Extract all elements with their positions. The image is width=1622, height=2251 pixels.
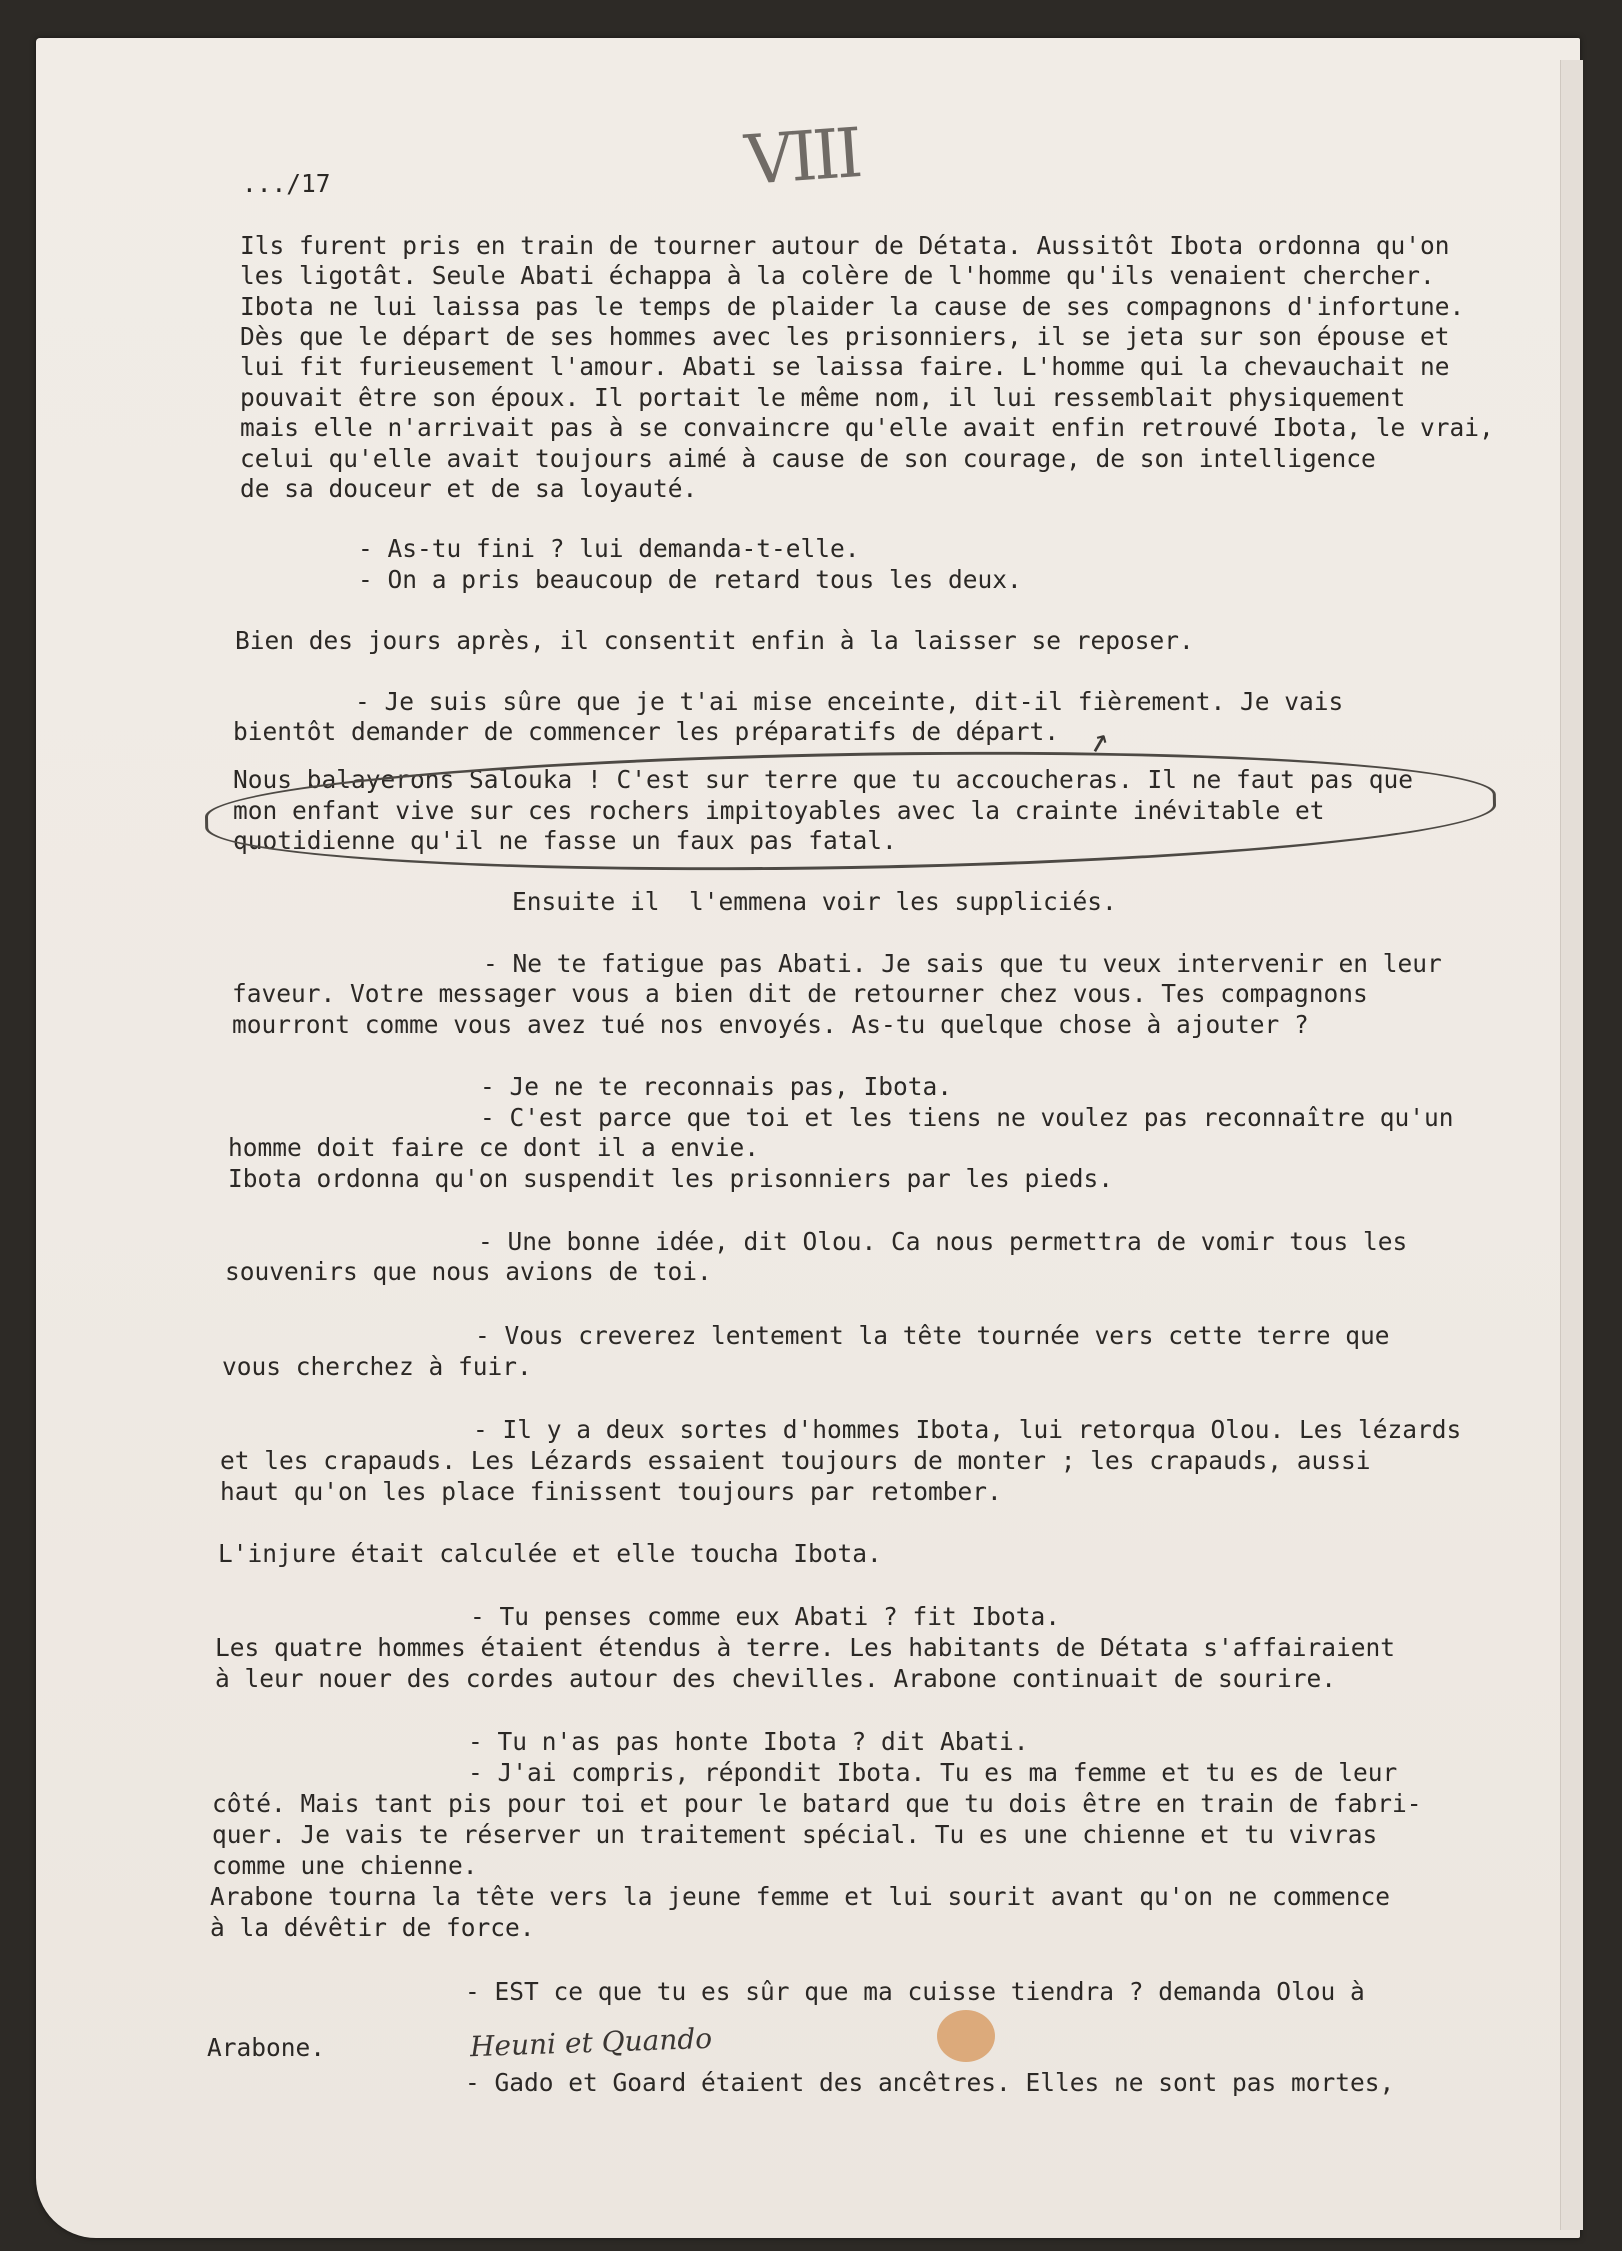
text-line: faveur. Votre messager vous a bien dit de retourner chez vous. Tes compagnons [232, 979, 1368, 1008]
text-line: - Je suis sûre que je t'ai mise enceinte, dit-il fièrement. Je vais [355, 687, 1344, 716]
handwritten-chapter-mark: VIII [742, 114, 862, 201]
text-line: homme doit faire ce dont il a envie. [228, 1133, 760, 1162]
text-line: Ibota ordonna qu'on suspendit les prisonniers par les pieds. [228, 1164, 1114, 1193]
text-line: mon enfant vive sur ces rochers impitoyables avec la crainte inévitable et [233, 796, 1325, 825]
text-line: quer. Je vais te réserver un traitement spécial. Tu es une chienne et tu vivras [212, 1820, 1378, 1849]
text-line: - Tu n'as pas honte Ibota ? dit Abati. [468, 1727, 1029, 1756]
text-line: Ibota ne lui laissa pas le temps de plaider la cause de ses compagnons d'infortune. [240, 292, 1465, 321]
text-line: et les crapauds. Les Lézards essaient toujours de monter ; les crapauds, aussi [220, 1446, 1371, 1475]
text-line: pouvait être son époux. Il portait le même nom, il lui ressemblait physiquement [240, 383, 1406, 412]
text-line: - Une bonne idée, dit Olou. Ca nous permettra de vomir tous les [478, 1227, 1408, 1256]
text-line: Arabone tourna la tête vers la jeune femme et lui sourit avant qu'on ne commence [210, 1882, 1391, 1911]
text-line: Les quatre hommes étaient étendus à terre. Les habitants de Détata s'affairaient [215, 1633, 1396, 1662]
text-line: - J'ai compris, répondit Ibota. Tu es ma femme et tu es de leur [468, 1758, 1398, 1787]
text-line: - Il y a deux sortes d'hommes Ibota, lui retorqua Olou. Les lézards [473, 1415, 1462, 1444]
text-line: haut qu'on les place finissent toujours par retomber. [220, 1477, 1002, 1506]
text-line: - EST ce que tu es sûr que ma cuisse tiendra ? demanda Olou à [465, 1977, 1365, 2006]
text-line: - Tu penses comme eux Abati ? fit Ibota. [470, 1602, 1061, 1631]
text-line: Bien des jours après, il consentit enfin à la laisser se reposer. [235, 626, 1194, 655]
text-line: Ils furent pris en train de tourner autour de Détata. Aussitôt Ibota ordonna qu'on [240, 231, 1450, 260]
text-line: de sa douceur et de sa loyauté. [240, 474, 698, 503]
text-line: à leur nouer des cordes autour des chevilles. Arabone continuait de sourire. [215, 1664, 1337, 1693]
text-line: Nous balayerons Salouka ! C'est sur terre que tu accoucheras. Il ne faut pas que [233, 765, 1414, 794]
text-line: quotidienne qu'il ne fasse un faux pas fatal. [233, 826, 897, 855]
stain-mark [937, 2010, 995, 2062]
text-line: Arabone. [207, 2033, 326, 2062]
handwritten-correction: Heuni et Quando [469, 2021, 713, 2064]
text-line: - On a pris beaucoup de retard tous les deux. [358, 565, 1022, 594]
text-line: - C'est parce que toi et les tiens ne voulez pas reconnaître qu'un [480, 1103, 1454, 1132]
page-stack-edge [1560, 60, 1583, 2230]
text-line: bientôt demander de commencer les préparatifs de départ. [233, 717, 1060, 746]
text-line: les ligotât. Seule Abati échappa à la colère de l'homme qu'ils venaient chercher. [240, 261, 1435, 290]
text-line: vous cherchez à fuir. [222, 1352, 532, 1381]
text-line: celui qu'elle avait toujours aimé à cause de son courage, de son intelligence [240, 444, 1376, 473]
text-line: lui fit furieusement l'amour. Abati se laissa faire. L'homme qui la chevauchait ne [240, 352, 1450, 381]
page-reference: .../17 [242, 169, 331, 198]
text-line: mourront comme vous avez tué nos envoyés. As-tu quelque chose à ajouter ? [232, 1010, 1309, 1039]
text-line: Dès que le départ de ses hommes avec les prisonniers, il se jeta sur son épouse et [240, 322, 1450, 351]
text-line: souvenirs que nous avions de toi. [225, 1257, 712, 1286]
text-line: - Vous creverez lentement la tête tournée vers cette terre que [475, 1321, 1390, 1350]
text-line: mais elle n'arrivait pas à se convaincre qu'elle avait enfin retrouvé Ibota, le vrai, [240, 413, 1494, 442]
text-line: à la dévêtir de force. [210, 1913, 535, 1942]
text-line: L'injure était calculée et elle toucha Ibota. [218, 1539, 882, 1568]
text-line: - Je ne te reconnais pas, Ibota. [480, 1072, 953, 1101]
text-line: - As-tu fini ? lui demanda-t-elle. [358, 534, 860, 563]
handwritten-arrow-icon: ↗ [1083, 718, 1114, 762]
text-line: - Ne te fatigue pas Abati. Je sais que tu veux intervenir en leur [483, 949, 1442, 978]
text-line: Ensuite il l'emmena voir les suppliciés. [512, 887, 1117, 916]
text-line: côté. Mais tant pis pour toi et pour le batard que tu dois être en train de fabri- [212, 1789, 1422, 1818]
text-line: comme une chienne. [212, 1851, 478, 1880]
text-line: - Gado et Goard étaient des ancêtres. Elles ne sont pas mortes, [465, 2068, 1395, 2097]
